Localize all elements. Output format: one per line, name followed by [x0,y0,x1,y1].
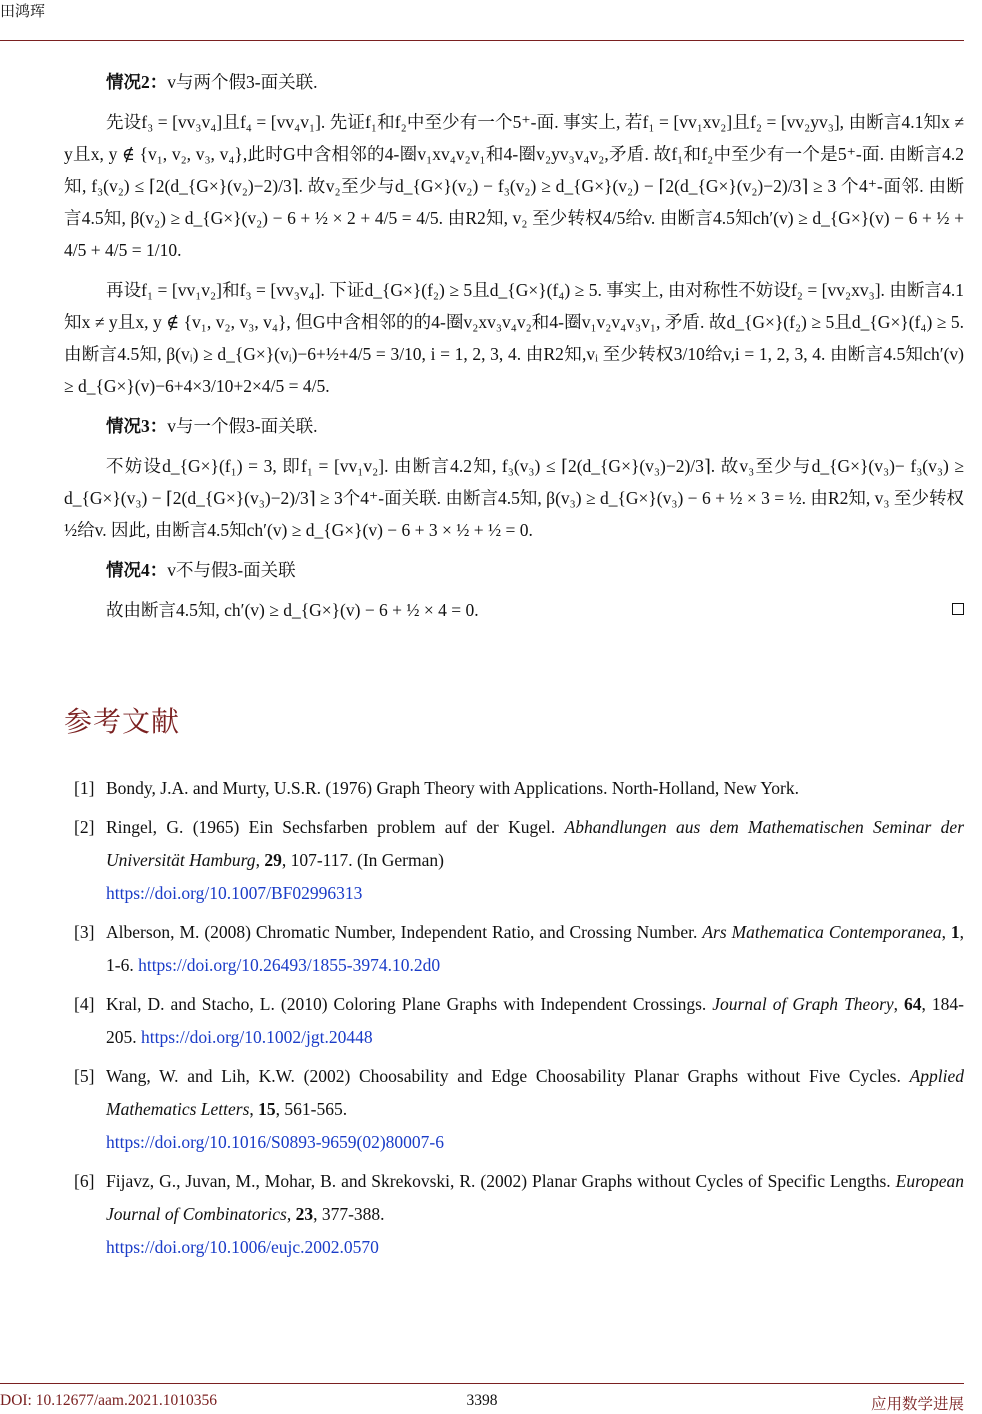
reference-text: Fijavz, G., Juvan, M., Mohar, B. and Skrekovski, R. (2002) Planar Graphs without Cycles of Specific Lengths. [106,1171,891,1191]
reference-volume: 1 [950,922,960,942]
case-2-label: 情况2： [106,72,168,92]
reference-pages: , 377-388. [313,1204,385,1224]
reference-item: [6] Fijavz, G., Juvan, M., Mohar, B. and Skrekovski, R. (2002) Planar Graphs without Cycles of Specific Lengths. European Journal of Combinatorics, 23, 377-388. https://doi.org/10.1006/eujc.2002.0570 [64,1165,964,1264]
reference-number: [3] [74,922,95,942]
case-2-title [106,66,964,98]
reference-volume: 15 [258,1099,276,1119]
reference-number: [2] [74,817,95,837]
reference-pages: , 1-6. [106,922,965,975]
reference-item: [5] Wang, W. and Lih, K.W. (2002) Choosability and Edge Choosability Planar Graphs without Five Cycles. Applied Mathematics Letters, 15, 561-565. https://doi.org/10.1016/S0893-9659(02)80007-6 [64,1060,964,1159]
footer-page-number: 3398 [466,1392,498,1409]
reference-doi-link[interactable]: https://doi.org/10.1002/jgt.20448 [141,1027,373,1047]
qed-box-icon [952,603,964,615]
reference-journal: European Journal of Combinatorics [106,1171,965,1224]
reference-number: [6] [74,1171,95,1191]
reference-pages: , 184-205. [106,994,965,1047]
reference-text: Ringel, G. (1965) Ein Sechsfarben problem auf der Kugel. [106,817,556,837]
reference-number: [4] [74,994,95,1014]
reference-journal: Ars Mathematica Contemporanea [702,922,942,942]
reference-item: [4] Kral, D. and Stacho, L. (2010) Coloring Plane Graphs with Independent Crossings. Journal of Graph Theory, 64, 184-205. https://doi.org/10.1002/jgt.20448 [64,988,964,1054]
header-author: 田鸿珲 [0,2,46,20]
reference-item: [2] Ringel, G. (1965) Ein Sechsfarben problem auf der Kugel. Abhandlungen aus dem Mathematischen Seminar der Universität Hamburg, 29, 107-117. (In German) https://doi.org/10.1007/BF02996313 [64,811,964,910]
case-3-label: 情况3： [106,416,168,436]
case-2-text: v与两个假3-面关联. [167,72,318,92]
reference-journal: Abhandlungen aus dem Mathematischen Seminar der Universität Hamburg [106,817,965,870]
paragraph-4 [64,594,964,626]
reference-volume: 23 [295,1204,314,1224]
reference-doi-link[interactable]: https://doi.org/10.1007/BF02996313 [106,883,363,903]
case-4-text: v不与假3-面关联 [167,560,296,580]
reference-number: [1] [74,778,95,798]
case-3-text: v与一个假3-面关联. [167,416,318,436]
reference-text: Alberson, M. (2008) Chromatic Number, Independent Ratio, and Crossing Number. [106,922,698,942]
reference-volume: 64 [904,994,922,1014]
reference-doi-link[interactable]: https://doi.org/10.26493/1855-3974.10.2d0 [138,955,441,975]
case-4-label: 情况4： [106,560,168,580]
paragraph-4-text: 故由断言4.5知, ch′(v) ≥ d_{G×}(v) − 6 + ½ × 4 = 0. [106,600,479,620]
reference-doi-link[interactable]: https://doi.org/10.1006/eujc.2002.0570 [106,1237,379,1257]
reference-pages: , 561-565. [275,1099,348,1119]
reference-text: Kral, D. and Stacho, L. (2010) Coloring Plane Graphs with Independent Crossings. [106,994,707,1014]
reference-text: Bondy, J.A. and Murty, U.S.R. (1976) Graph Theory with Applications. North-Holland, New York. [106,778,799,798]
reference-pages: , 107-117. (In German) [281,850,444,870]
main-content [64,66,964,626]
reference-item [64,772,964,805]
reference-doi-link[interactable]: https://doi.org/10.1016/S0893-9659(02)80007-6 [106,1132,445,1152]
case-3-title [106,410,964,442]
references-title: 参考文献 [64,705,181,738]
reference-journal: Journal of Graph Theory [712,994,894,1014]
paragraph-3: 不妨设d_{G×}(f₁) = 3, 即f₁ = [vv₁v₂]. 由断言4.2知, f₃(v₃) ≤ ⌈2(d_{G×}(v₃)−2)/3⌉. 故v₃至少与d_{G×}(v₃)− f₃(v₃) ≥ d_{G×}(v₃) − ⌈2(d_{G×}(v₃)−2)/3⌉ ≥ 3个4⁺-面关联. 由断言4.5知, β(v₃) ≥ d_{G×}(v₃) − 6 + ½ × 3 = ½. 由R2知, v₃ 至少转权½给v. 因此, 由断言4.5知ch′(v) ≥ d_{G×}(v) − 6 + 3 × ½ + ½ = 0. [64,456,964,540]
reference-number: [5] [74,1066,95,1086]
paragraph-1: 先设f₃ = [vv₃v₄]且f₄ = [vv₄v₁]. 先证f₁和f₂中至少有一个5⁺-面. 事实上, 若f₁ = [vv₁xv₂]且f₂ = [vv₂yv₃], 由断言4.1知x ≠ y且x, y ∉ {v₁, v₂, v₃, v₄},此时G中含相邻的4-圈v₁xv₄v₂v₁和4-圈v₂yv₃v₄v₂,矛盾. 故f₁和f₂中至少有一个是5⁺-面. 由断言4.2知, f₃(v₂) ≤ ⌈2(d_{G×}(v₂)−2)/3⌉. 故v₂至少与d_{G×}(v₂) − f₃(v₂) ≥ d_{G×}(v₂) − ⌈2(d_{G×}(v₂)−2)/3⌉ ≥ 3 个4⁺-面邻. 由断言4.5知, β(v₂) ≥ d_{G×}(v₂) − 6 + ½ × 2 + 4/5 = 4/5. 由R2知, v₂ 至少转权4/5给v. 由断言4.5知ch′(v) ≥ d_{G×}(v) − 6 + ½ + 4/5 + 4/5 = 1/10. [64,112,964,260]
case-4-title [106,554,964,586]
paragraph-2: 再设f₁ = [vv₁v₂]和f₃ = [vv₃v₄]. 下证d_{G×}(f₂) ≥ 5且d_{G×}(f₄) ≥ 5. 事实上, 由对称性不妨设f₂ = [vv₂xv₃]. 由断言4.1知x ≠ y且x, y ∉ {v₁, v₂, v₃, v₄}, 但G中含相邻的的4-圈v₂xv₃v₄v₂和4-圈v₁v₂v₄v₃v₁, 矛盾. 故d_{G×}(f₂) ≥ 5且d_{G×}(f₄) ≥ 5. 由断言4.5知, β(vᵢ) ≥ d_{G×}(vᵢ)−6+½+4/5 = 3/10, i = 1, 2, 3, 4. 由R2知,vᵢ 至少转权3/10给v,i = 1, 2, 3, 4. 由断言4.5知ch′(v) ≥ d_{G×}(v)−6+4×3/10+2×4/5 = 4/5. [64,280,964,396]
footer-journal-name: 应用数学进展 [870,1396,964,1413]
footer-rule [0,1383,964,1384]
reference-volume: 29 [264,850,282,870]
reference-journal: Applied Mathematics Letters [106,1066,964,1119]
reference-item: [3] Alberson, M. (2008) Chromatic Number, Independent Ratio, and Crossing Number. Ars Mathematica Contemporanea, 1, 1-6. https://doi.org/10.26493/1855-3974.10.2d0 [64,916,964,982]
footer-doi: DOI: 10.12677/aam.2021.1010356 [0,1392,217,1409]
header-rule [0,40,964,41]
reference-text: Wang, W. and Lih, K.W. (2002) Choosability and Edge Choosability Planar Graphs without Five Cycles. [106,1066,901,1086]
references-list [64,772,964,1270]
